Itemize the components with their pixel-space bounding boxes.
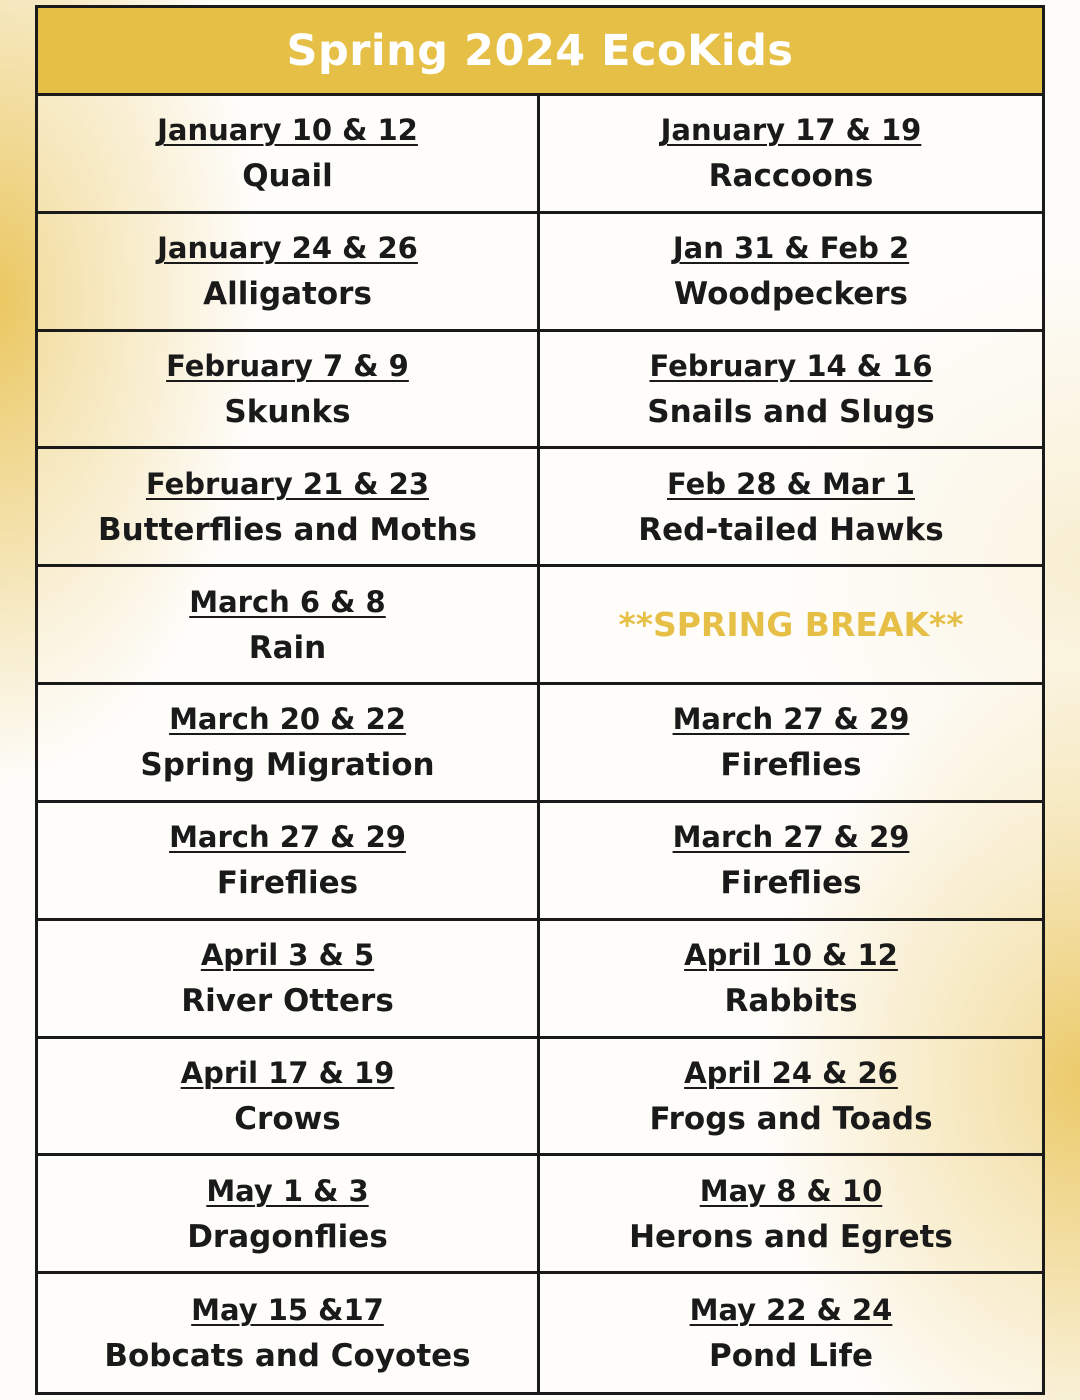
session-date: April 24 & 26 bbox=[684, 1055, 898, 1090]
session-date: March 27 & 29 bbox=[169, 820, 406, 855]
session-topic: Fireflies bbox=[720, 865, 862, 902]
session-topic: Crows bbox=[234, 1100, 341, 1137]
session-cell bbox=[38, 1039, 540, 1157]
session-cell bbox=[38, 449, 540, 567]
session-cell bbox=[38, 803, 540, 921]
session-topic: Spring Migration bbox=[140, 747, 435, 784]
session-date: Feb 28 & Mar 1 bbox=[666, 466, 915, 501]
session-date: February 14 & 16 bbox=[649, 349, 933, 384]
session-topic: Fireflies bbox=[216, 865, 359, 902]
session-topic: Woodpeckers bbox=[673, 276, 908, 313]
session-cell bbox=[540, 1039, 1042, 1157]
session-date: February 7 & 9 bbox=[166, 349, 409, 384]
session-cell bbox=[540, 1274, 1042, 1392]
session-cell bbox=[38, 1274, 540, 1392]
session-topic: Skunks bbox=[224, 394, 351, 431]
session-date: May 15 &17 bbox=[191, 1293, 384, 1328]
session-cell bbox=[38, 685, 540, 803]
session-date: May 22 & 24 bbox=[689, 1293, 893, 1328]
session-date: Jan 31 & Feb 2 bbox=[672, 231, 910, 266]
session-cell bbox=[38, 332, 540, 450]
session-topic: Snails and Slugs bbox=[647, 394, 935, 431]
session-cell bbox=[38, 1156, 540, 1274]
session-date: February 21 & 23 bbox=[145, 466, 430, 501]
session-date: May 1 & 3 bbox=[206, 1173, 369, 1208]
session-topic: Rabbits bbox=[724, 983, 858, 1020]
session-date: April 10 & 12 bbox=[684, 938, 898, 973]
spring-break-label: **SPRING BREAK** bbox=[618, 605, 964, 645]
session-topic: Quail bbox=[242, 158, 333, 195]
session-topic: Rain bbox=[248, 629, 327, 666]
session-cell bbox=[540, 214, 1042, 332]
session-date: March 6 & 8 bbox=[189, 584, 386, 619]
session-date: March 20 & 22 bbox=[169, 702, 406, 737]
session-date: January 17 & 19 bbox=[660, 113, 922, 148]
session-topic: Butterflies and Moths bbox=[98, 511, 477, 548]
session-topic: Dragonflies bbox=[187, 1218, 388, 1255]
session-cell bbox=[540, 803, 1042, 921]
session-cell bbox=[540, 332, 1042, 450]
session-topic: Pond Life bbox=[709, 1338, 873, 1375]
session-cell bbox=[540, 1156, 1042, 1274]
session-topic: Frogs and Toads bbox=[649, 1100, 933, 1137]
session-cell bbox=[38, 567, 540, 685]
session-cell bbox=[540, 685, 1042, 803]
session-topic: Fireflies bbox=[720, 747, 862, 784]
session-cell bbox=[540, 449, 1042, 567]
session-topic: Herons and Egrets bbox=[629, 1218, 953, 1255]
schedule-title: Spring 2024 EcoKids bbox=[38, 8, 1042, 96]
session-topic: Alligators bbox=[203, 276, 372, 313]
session-date: May 8 & 10 bbox=[699, 1173, 883, 1208]
session-cell bbox=[38, 96, 540, 214]
session-topic: River Otters bbox=[181, 983, 394, 1020]
session-date: April 3 & 5 bbox=[200, 938, 375, 973]
session-date: January 10 & 12 bbox=[157, 113, 418, 148]
session-date: January 24 & 26 bbox=[157, 231, 418, 266]
schedule-table bbox=[35, 5, 1045, 1395]
session-topic: Bobcats and Coyotes bbox=[104, 1338, 471, 1375]
session-date: April 17 & 19 bbox=[180, 1055, 395, 1090]
session-topic: Raccoons bbox=[708, 158, 874, 195]
session-cell bbox=[38, 921, 540, 1039]
session-date: March 27 & 29 bbox=[672, 702, 910, 737]
session-cell bbox=[38, 214, 540, 332]
session-topic: Red-tailed Hawks bbox=[638, 511, 944, 548]
session-date: March 27 & 29 bbox=[672, 820, 910, 855]
session-cell bbox=[540, 96, 1042, 214]
spring-break-cell bbox=[540, 567, 1042, 685]
session-cell bbox=[540, 921, 1042, 1039]
